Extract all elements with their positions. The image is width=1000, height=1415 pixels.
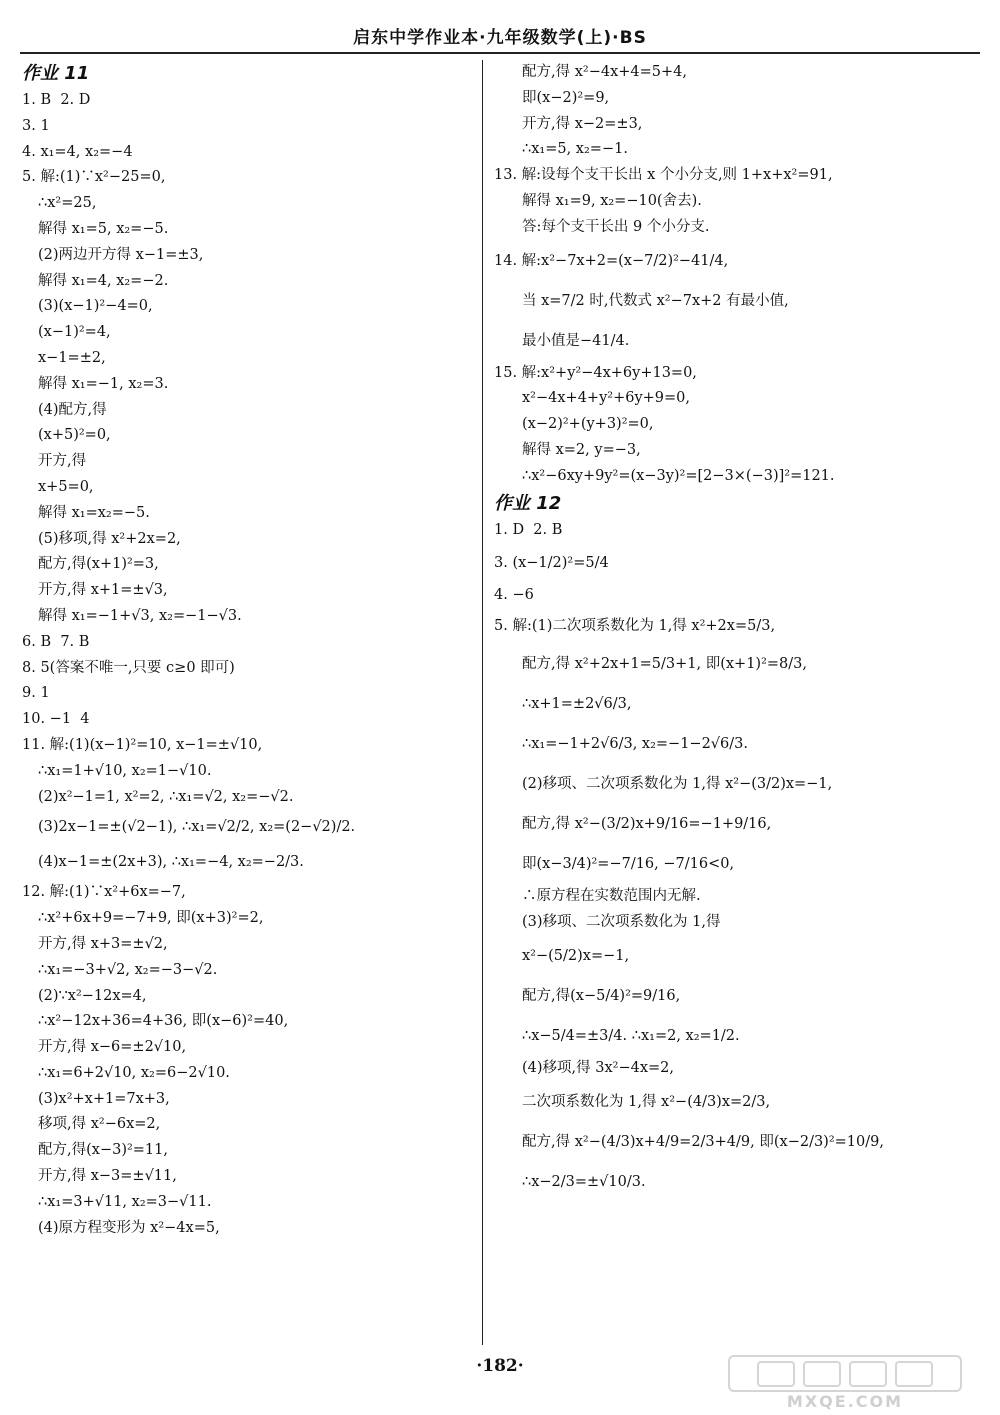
answer-line: 开方,得 x−6=±2√10,: [38, 1039, 187, 1056]
answer-line: (3)x²+x+1=7x+3,: [38, 1090, 170, 1107]
answer-line: ∴x−2/3=±√10/3.: [522, 1173, 646, 1190]
answer-line: 配方,得(x−5/4)²=9/16,: [522, 987, 681, 1004]
answer-line: ∴x²=25,: [38, 195, 97, 212]
page-header: [20, 10, 980, 54]
answer-line: x−1=±2,: [38, 349, 106, 366]
answer-line: 12. 解:(1)∵x²+6x=−7,: [22, 884, 186, 901]
answer-line: 二次项系数化为 1,得 x²−(4/3)x=2/3,: [522, 1093, 771, 1110]
answer-line: 5. 解:(1)二次项系数化为 1,得 x²+2x=5/3,: [494, 618, 776, 635]
answer-line: (2)两边开方得 x−1=±3,: [38, 246, 204, 263]
answer-line: ∴x+1=±2√6/3,: [522, 696, 632, 713]
answer-line: 10. −1 4: [22, 711, 90, 728]
answer-line: 开方,得 x−2=±3,: [522, 115, 643, 132]
answer-line: (4)x−1=±(2x+3), ∴x₁=−4, x₂=−2/3.: [38, 854, 304, 871]
answer-line: ∴原方程在实数范围内无解.: [522, 888, 701, 905]
page-title: 启东中学作业本·九年级数学(上)·BS: [353, 28, 647, 48]
answer-line: 即(x−3/4)²=−7/16, −7/16<0,: [522, 856, 735, 873]
answer-line: 开方,得 x+3=±√2,: [38, 935, 168, 952]
answer-line: 14. 解:x²−7x+2=(x−7/2)²−41/4,: [494, 252, 729, 269]
answer-line: (4)移项,得 3x²−4x=2,: [522, 1059, 675, 1076]
answer-line: x²−(5/2)x=−1,: [522, 947, 630, 964]
answer-line: 6. B 7. B: [22, 633, 90, 650]
answer-line: 开方,得: [38, 453, 87, 470]
answer-line: ∴x₁=5, x₂=−1.: [522, 141, 628, 158]
answer-line: 4. −6: [494, 587, 534, 604]
answer-line: 3. 1: [22, 117, 50, 134]
answer-line: 配方,得(x+1)²=3,: [38, 556, 159, 573]
left-column: [22, 60, 482, 1241]
page-number: ·182·: [476, 1356, 524, 1376]
answer-line: 13. 解:设每个支干长出 x 个小分支,则 1+x+x²=91,: [494, 167, 833, 184]
watermark-logo-icon: [728, 1355, 962, 1392]
answer-line: 配方,得 x²−(4/3)x+4/9=2/3+4/9, 即(x−2/3)²=10/9,: [522, 1133, 884, 1150]
answer-line: ∴x−5/4=±3/4. ∴x₁=2, x₂=1/2.: [522, 1027, 740, 1044]
answer-line: (2)移项、二次项系数化为 1,得 x²−(3/2)x=−1,: [522, 776, 833, 793]
answer-line: (x−2)²+(y+3)²=0,: [522, 416, 654, 433]
answer-line: x+5=0,: [38, 478, 94, 495]
answer-line: 答:每个支干长出 9 个小分支.: [522, 218, 710, 235]
answer-line: 11. 解:(1)(x−1)²=10, x−1=±√10,: [22, 736, 263, 753]
answer-line: 最小值是−41/4.: [522, 332, 630, 349]
answer-line: (3)移项、二次项系数化为 1,得: [522, 913, 721, 930]
column-divider: [482, 60, 483, 1345]
answer-line: (2)∵x²−12x=4,: [38, 987, 147, 1004]
answer-line: (3)(x−1)²−4=0,: [38, 298, 153, 315]
answer-line: (3)2x−1=±(√2−1), ∴x₁=√2/2, x₂=(2−√2)/2.: [38, 819, 356, 836]
answer-line: ∴x₁=3+√11, x₂=3−√11.: [38, 1193, 212, 1210]
answer-line: 5. 解:(1)∵x²−25=0,: [22, 169, 166, 186]
answer-line: 开方,得 x+1=±√3,: [38, 582, 168, 599]
answer-line: ∴x₁=6+2√10, x₂=6−2√10.: [38, 1064, 230, 1081]
watermark: [720, 1355, 970, 1411]
answer-line: 3. (x−1/2)²=5/4: [494, 555, 609, 572]
answer-line: (x+5)²=0,: [38, 427, 111, 444]
answer-line: 解得 x₁=x₂=−5.: [38, 504, 150, 521]
answer-line: 开方,得 x−3=±√11,: [38, 1168, 177, 1185]
answer-line: 移项,得 x²−6x=2,: [38, 1116, 161, 1133]
watermark-text: MXQE.COM: [786, 1392, 904, 1411]
answer-line: (4)配方,得: [38, 401, 107, 418]
right-column: [494, 60, 984, 1202]
answer-line: ∴x²−6xy+9y²=(x−3y)²=[2−3×(−3)]²=121.: [522, 467, 835, 484]
answer-line: 15. 解:x²+y²−4x+6y+13=0,: [494, 364, 697, 381]
answer-line: 解得 x₁=−1+√3, x₂=−1−√3.: [38, 607, 242, 624]
answer-line: 即(x−2)²=9,: [522, 89, 610, 106]
answer-line: (2)x²−1=1, x²=2, ∴x₁=√2, x₂=−√2.: [38, 788, 294, 805]
answer-line: 4. x₁=4, x₂=−4: [22, 143, 133, 160]
answer-line: 9. 1: [22, 685, 50, 702]
answer-line: (5)移项,得 x²+2x=2,: [38, 530, 181, 547]
answer-line: 解得 x₁=−1, x₂=3.: [38, 375, 169, 392]
answer-line: 解得 x₁=5, x₂=−5.: [38, 220, 169, 237]
answer-line: ∴x₁=−3+√2, x₂=−3−√2.: [38, 961, 218, 978]
answer-line: ∴x₁=−1+2√6/3, x₂=−1−2√6/3.: [522, 736, 748, 753]
answer-line: 解得 x₁=9, x₂=−10(舍去).: [522, 192, 702, 209]
answer-line: ∴x²+6x+9=−7+9, 即(x+3)²=2,: [38, 910, 264, 927]
answer-line: 配方,得 x²−4x+4=5+4,: [522, 64, 687, 80]
answer-line: 配方,得 x²+2x+1=5/3+1, 即(x+1)²=8/3,: [522, 656, 807, 673]
answer-line: 1. B 2. D: [22, 92, 91, 108]
answer-line: 8. 5(答案不唯一,只要 c≥0 即可): [22, 659, 235, 676]
answer-line: 配方,得(x−3)²=11,: [38, 1142, 168, 1159]
section-title: 作业 11: [22, 63, 90, 84]
answer-line: ∴x²−12x+36=4+36, 即(x−6)²=40,: [38, 1013, 289, 1030]
answer-line: 当 x=7/2 时,代数式 x²−7x+2 有最小值,: [522, 292, 789, 309]
answer-line: 解得 x=2, y=−3,: [522, 441, 641, 458]
answer-line: 配方,得 x²−(3/2)x+9/16=−1+9/16,: [522, 816, 772, 833]
answer-line: 1. D 2. B: [494, 521, 563, 538]
section-title: 作业 12: [494, 492, 562, 514]
answer-line: (4)原方程变形为 x²−4x=5,: [38, 1219, 220, 1236]
answer-line: (x−1)²=4,: [38, 324, 111, 341]
answer-line: ∴x₁=1+√10, x₂=1−√10.: [38, 762, 212, 779]
answer-line: x²−4x+4+y²+6y+9=0,: [522, 390, 690, 407]
answer-line: 解得 x₁=4, x₂=−2.: [38, 272, 169, 289]
